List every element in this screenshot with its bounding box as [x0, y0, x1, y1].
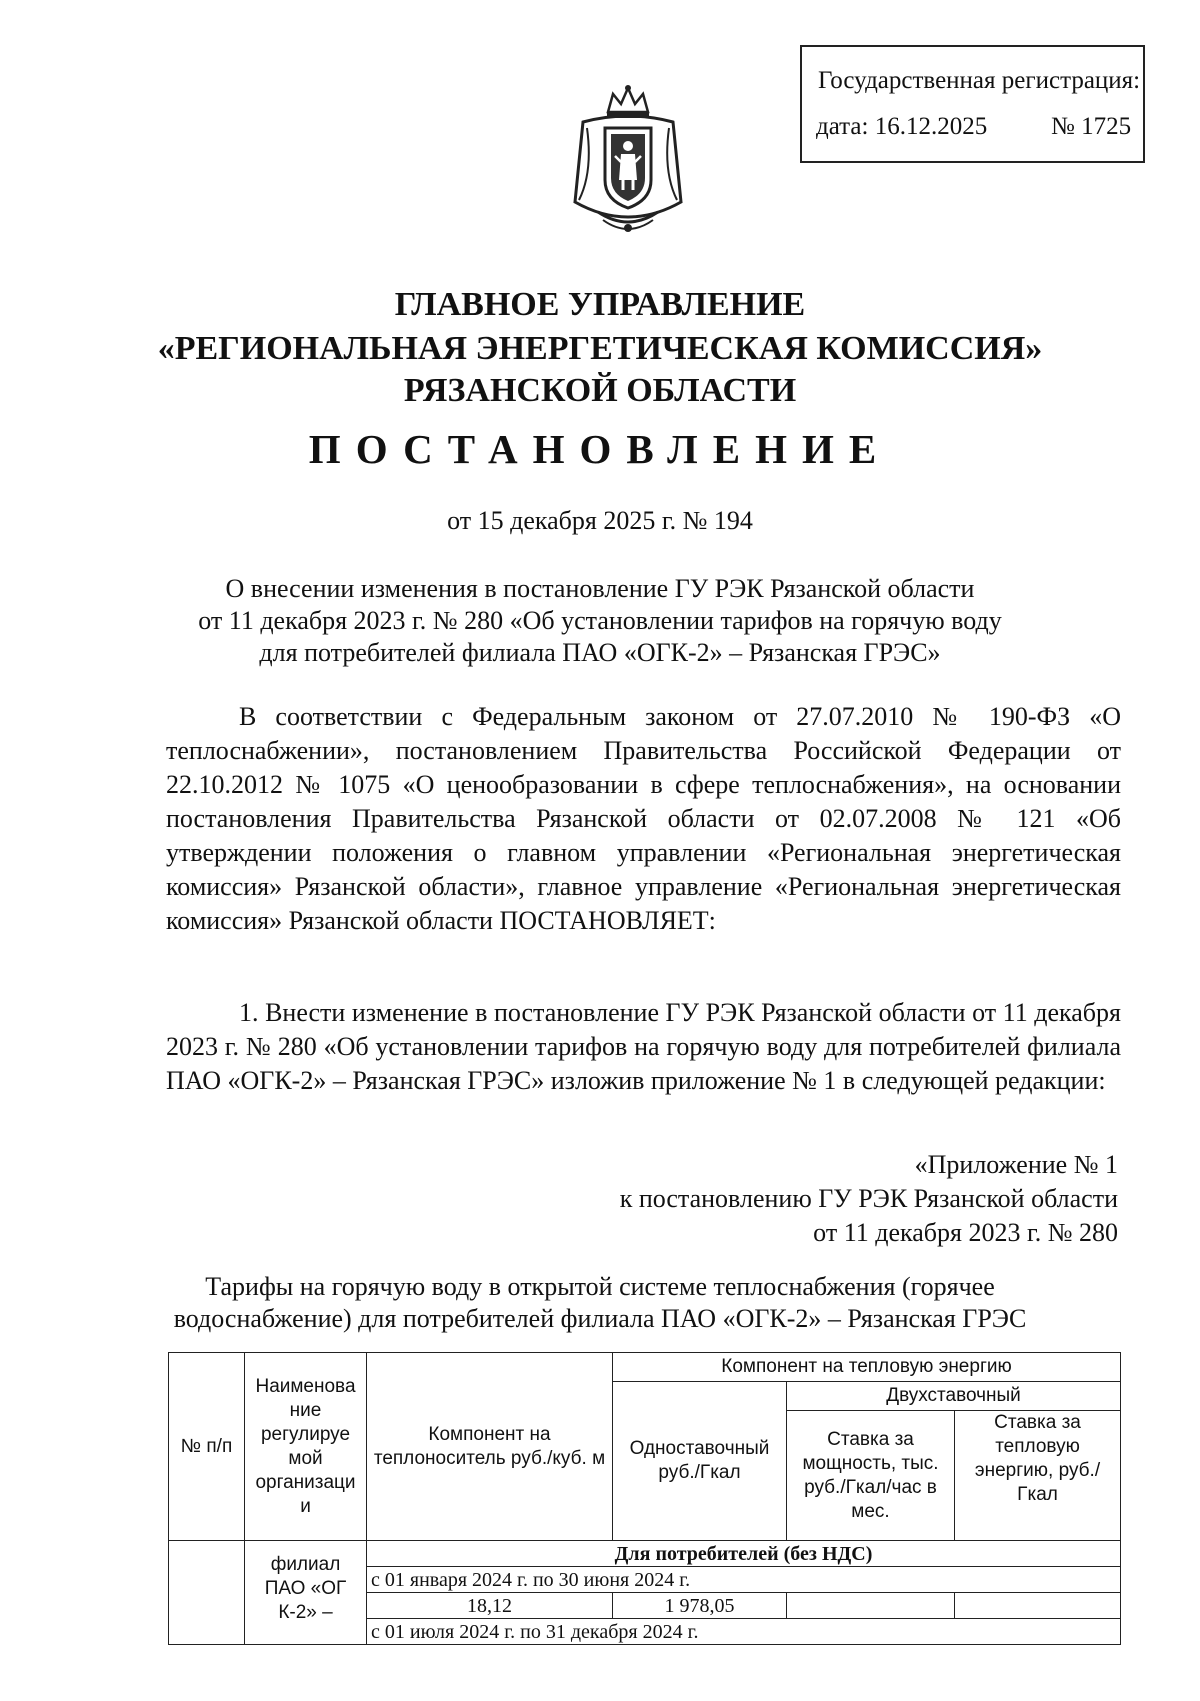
org-name-line1: ГЛАВНОЕ УПРАВЛЕНИЕ — [394, 286, 806, 323]
period-2: с 01 июля 2024 г. по 31 декабря 2024 г. — [367, 1619, 1121, 1645]
header-capacity-rate: Ставка за мощность, тыс. руб./Гкал/час в мес. — [787, 1411, 955, 1541]
tariff-table — [168, 1352, 1121, 1645]
header-carrier-component: Компонент на теплоноситель руб./куб. м — [367, 1353, 613, 1541]
org-name-line2: «РЕГИОНАЛЬНАЯ ЭНЕРГЕТИЧЕСКАЯ КОМИССИЯ» — [157, 330, 1043, 367]
registration-number: № 1725 — [1051, 113, 1132, 140]
table-title-line1: Тарифы на горячую воду в открытой системе теплоснабжения (горячее — [205, 1272, 995, 1301]
registration-title: Государственная регистрация: — [818, 67, 1141, 94]
period-1-capacity-value — [787, 1593, 955, 1619]
appendix-line2: к постановлению ГУ РЭК Рязанской области — [619, 1184, 1118, 1213]
period-1-energy-value — [955, 1593, 1121, 1619]
period-1-carrier-value: 18,12 — [367, 1593, 613, 1619]
subject-line3: для потребителей филиала ПАО «ОГК-2» – Рязанская ГРЭС» — [259, 638, 941, 667]
subject-line1: О внесении изменения в постановление ГУ РЭК Рязанской области — [225, 574, 975, 603]
row-num-cell — [169, 1541, 245, 1645]
period-1-single-rate-value: 1 978,05 — [613, 1593, 787, 1619]
preamble-paragraph: В соответствии с Федеральным законом от 27.07.2010 № 190-ФЗ «О теплоснабжении», постановлением Правительства Российской Федерации от 22.10.2012 № 1075 «О ценообразовании в сфере теплоснабжения», на основании постановления Правительства Рязанской области от 02.07.2008 № 121 «Об утверждении положения о главном управлении «Региональная энергетическая комиссия» Рязанской области», главное управление «Региональная энергетическая комиссия» Рязанской области ПОСТАНОВЛЯЕТ: — [166, 702, 1121, 935]
appendix-line1: «Приложение № 1 — [914, 1150, 1118, 1179]
document-type-title: ПОСТАНОВЛЕНИЕ — [308, 426, 892, 472]
row-org-name: филиал ПАО «ОГ К-2» – — [245, 1541, 367, 1645]
resolution-date-number: от 15 декабря 2025 г. № 194 — [447, 506, 753, 535]
header-num: № п/п — [169, 1353, 245, 1541]
period-1: с 01 января 2024 г. по 30 июня 2024 г. — [367, 1567, 1121, 1593]
registration-date: дата: 16.12.2025 — [816, 113, 988, 140]
header-energy-rate: Ставка за тепловую энергию, руб./Гкал — [955, 1411, 1121, 1541]
subject-line2: от 11 декабря 2023 г. № 280 «Об установлении тарифов на горячую воду — [198, 606, 1002, 635]
coat-of-arms-icon — [563, 82, 693, 242]
header-two-rate: Двухставочный — [787, 1382, 1121, 1411]
table-title-line2: водоснабжение) для потребителей филиала ПАО «ОГК-2» – Рязанская ГРЭС — [173, 1304, 1027, 1333]
header-single-rate: Одноставочный руб./Гкал — [613, 1382, 787, 1541]
registration-box — [800, 45, 1145, 163]
item-1-paragraph: 1. Внести изменение в постановление ГУ РЭК Рязанской области от 11 декабря 2023 г. № 280 «Об установлении тарифов на горячую воду для потребителей филиала ПАО «ОГК-2» – Рязанская ГРЭС» изложив приложение № 1 в следующей редакции: — [166, 998, 1121, 1095]
org-name-line3: РЯЗАНСКОЙ ОБЛАСТИ — [403, 372, 797, 409]
section-consumers-no-vat: Для потребителей (без НДС) — [367, 1541, 1121, 1567]
header-thermal-component: Компонент на тепловую энергию — [613, 1353, 1121, 1382]
header-org-name: Наименова ние регулируе мой организаци и — [245, 1353, 367, 1541]
appendix-line3: от 11 декабря 2023 г. № 280 — [813, 1218, 1118, 1247]
